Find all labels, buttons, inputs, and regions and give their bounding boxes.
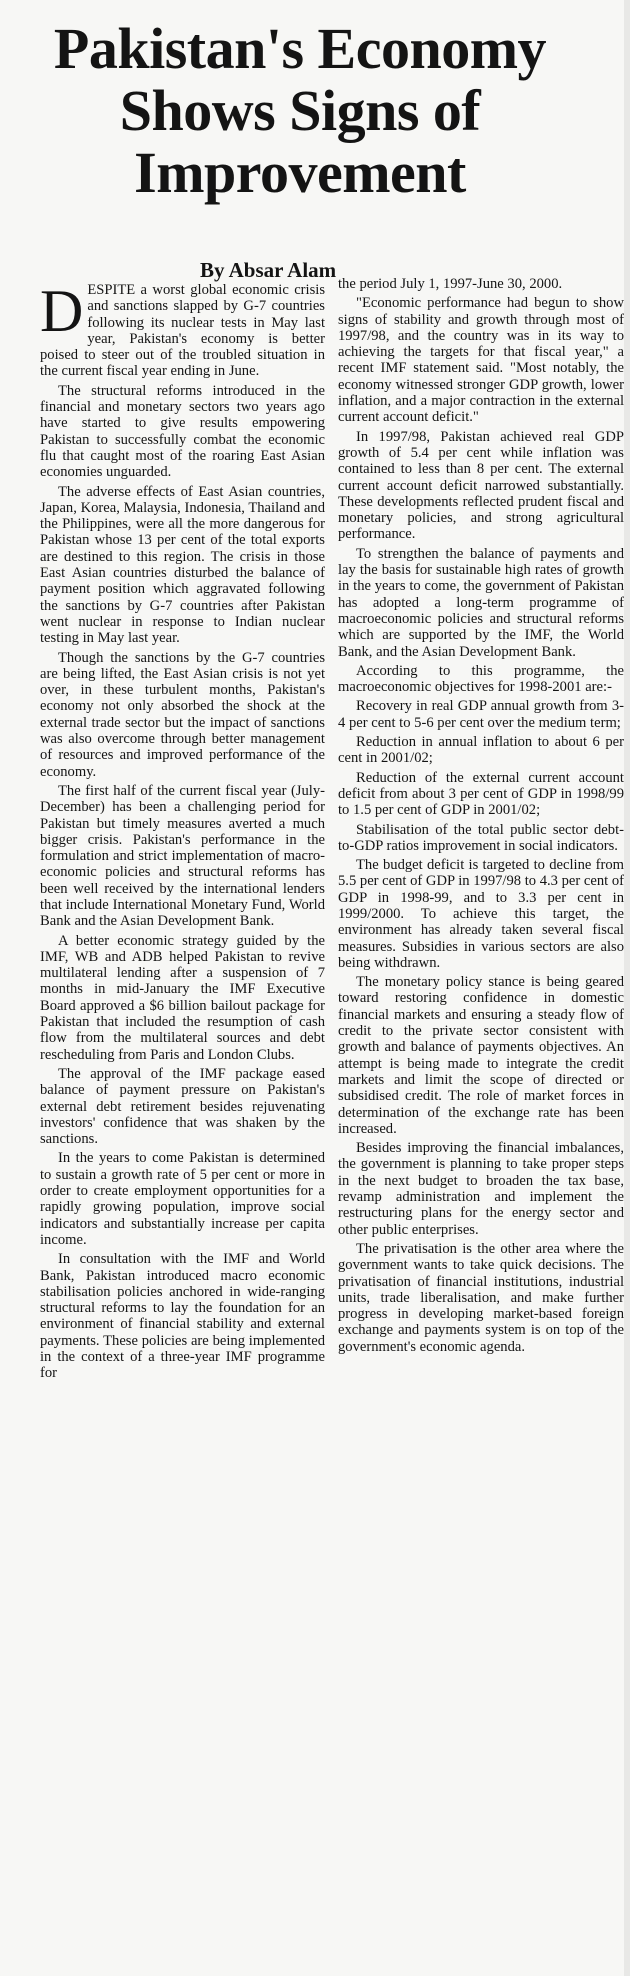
paragraph: The approval of the IMF package eased balance of payment pressure on Pakistan's external debt retirement besides rejuvenating investors' confidence that was shaken by the sanctions. [40, 1065, 325, 1148]
paragraph: Recovery in real GDP annual growth from 3-4 per cent to 5-6 per cent over the medium term; [338, 698, 624, 731]
paragraph: A better economic strategy guided by the IMF, WB and ADB helped Pakistan to revive multilateral lending after a suspension of 7 months in mid-January the IMF Executive Board approved a $6 billion bailout package for Pakistan that included the resumption of cash flow from the multilateral sources and debt rescheduling from Paris and London Clubs. [40, 932, 325, 1063]
paragraph: Reduction in annual inflation to about 6 per cent in 2001/02; [338, 734, 624, 767]
byline: By Absar Alam [200, 258, 337, 282]
paragraph: Reduction of the external current account deficit from about 3 per cent of GDP in 1998/99 to 1.5 per cent of GDP in 2001/02; [338, 769, 624, 819]
paragraph: Stabilisation of the total public sector debt-to-GDP ratios improvement in social indicators. [338, 821, 624, 854]
paragraph: According to this programme, the macroeconomic objectives for 1998-2001 are:- [338, 662, 624, 696]
paragraph: The budget deficit is targeted to decline from 5.5 per cent of GDP in 1997/98 to 4.3 per cent of GDP in 1998-99, and to 3.3 per cent in 1999/2000. To achieve this target, the environment has already taken several fiscal measures. Subsidies in various sectors are also being withdrawn. [338, 857, 625, 971]
paragraph: Though the sanctions by the G-7 countries are being lifted, the East Asian crisis is not yet over, in these turbulent months, Pakistan's economy not only absorbed the shock at the external trade sector but the impact of sanctions was also overcome through better management of resources and improved performance of the economy. [40, 649, 325, 780]
paragraph: The structural reforms introduced in the financial and monetary sectors two years ago have started to give results empowering Pakistan to successfully combat the economic flu that caught most of the roaring East Asian economies unguarded. [40, 382, 325, 481]
paragraph: The privatisation is the other area where the government wants to take quick decisions. The privatisation of financial institutions, industrial units, trade liberalisation, and make further progress in developing market-based foreign exchange and payments system is on top of the government's economic agenda. [338, 1240, 624, 1355]
paragraph: the period July 1, 1997-June 30, 2000. [338, 276, 563, 292]
drop-cap: D [40, 278, 84, 344]
paragraph: To strengthen the balance of payments and lay the basis for sustainable high rates of growth in the years to come, the government of Pakistan has adopted a long-term programme of macroeconomic policies and structural reforms which are supported by the IMF, the World Bank, and the Asian Development Bank. [338, 545, 624, 660]
paragraph: In the years to come Pakistan is determined to sustain a growth rate of 5 per cent or more in order to create employment opportunities for a rapidly growing population, improve social indicators and substantially increase per capita income. [40, 1150, 325, 1248]
article-column-2 [338, 276, 624, 1358]
article-column-1 [40, 278, 325, 1385]
paragraph: "Economic performance had begun to show signs of stability and growth through most of 1997/98, and the country was in its way to achieving the targets for that fiscal year," a recent IMF statement said. "Most notably, the economy witnessed stronger GDP growth, lower inflation, and a major contraction in the external current account deficit." [338, 295, 624, 426]
headline: Pakistan's Economy Shows Signs of Improvement [53, 16, 547, 205]
paragraph: The adverse effects of East Asian countries, Japan, Korea, Malaysia, Indonesia, Thailand and the Philippines, were all the more dangerous for Pakistan whose 13 per cent of the total exports are destined to this region. The crisis in those East Asian countries disturbed the balance of payment position which aggravated following the sanctions by G-7 countries after Pakistan went nuclear in response to Indian nuclear testing in May last year. [40, 483, 325, 647]
paragraph: Besides improving the financial imbalances, the government is planning to take proper steps in the next budget to broaden the tax base, revamp administration and implement the restructuring plans for the energy sector and other public enterprises. [338, 1140, 624, 1238]
paragraph: The first half of the current fiscal year (July-December) has been a challenging period for Pakistan but timely measures averted a much bigger crisis. Pakistan's performance in the formulation and strict implementation of macro-economic policies and structural reforms has been well received by the international lenders that include International Monetary Fund, World Bank and the Asian Development Bank. [40, 782, 325, 930]
paragraph: The monetary policy stance is being geared toward restoring confidence in domestic financial markets and ensuring a steady flow of credit to the private sector consistent with growth and balance of payments objectives. An attempt is being made to integrate the credit markets and limit the scope of directed or subsidised credit. The role of market forces in determination of the exchange rate has been increased. [338, 974, 624, 1137]
adjacent-page-edge [624, 0, 630, 1976]
paragraph: In 1997/98, Pakistan achieved real GDP growth of 5.4 per cent while inflation was contained to less than 8 per cent. The external current account deficit narrowed substantially. These developments reflected prudent fiscal and monetary policies, and strong agricultural performance. [338, 428, 624, 543]
paragraph: DESPITE a worst global economic crisis and sanctions slapped by G-7 countries following its nuclear tests in May last year, Pakistan's economy is better poised to steer out of the troubled situation in the current fiscal year ending in June. [40, 278, 325, 380]
paragraph: In consultation with the IMF and World Bank, Pakistan introduced macro economic stabilisation policies anchored in wide-ranging structural reforms to lay the foundation for an environment of financial stability and external payments. These policies are being implemented in the context of a three-year IMF programme for [40, 1251, 325, 1382]
